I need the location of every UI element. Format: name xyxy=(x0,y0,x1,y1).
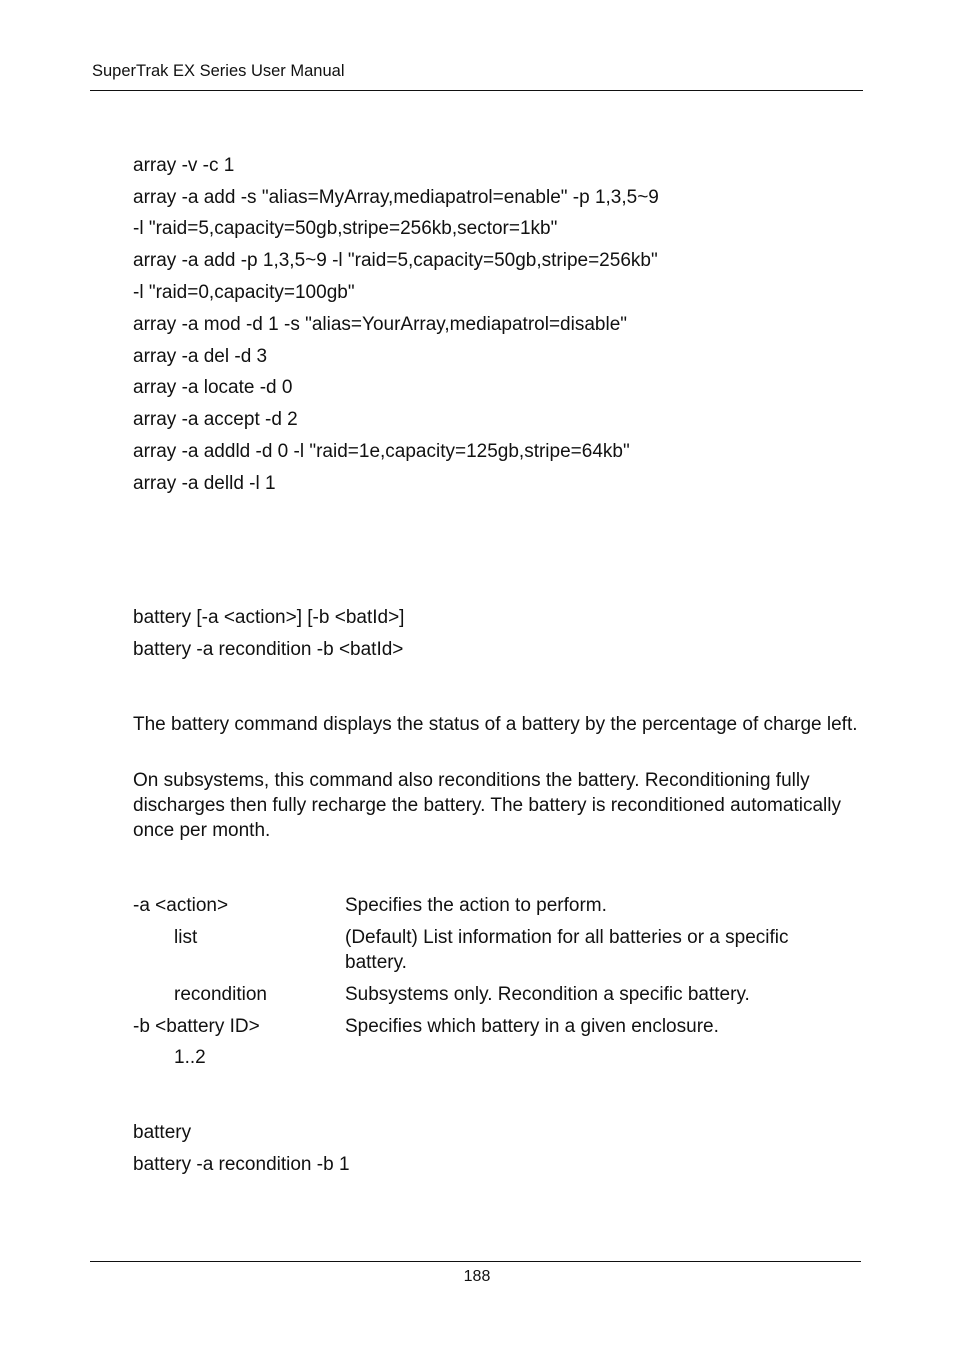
option-value-label: recondition xyxy=(174,984,267,1005)
array-example-line: array -a add -s "alias=MyArray,mediapatrol=enable" -p 1,3,5~9 xyxy=(133,187,659,208)
page-number: 188 xyxy=(463,1268,491,1285)
array-example-line: -l "raid=0,capacity=100gb" xyxy=(133,282,355,303)
running-header: SuperTrak EX Series User Manual xyxy=(92,62,345,80)
option-label: -b <battery ID> xyxy=(133,1016,260,1037)
array-example-line: array -a locate -d 0 xyxy=(133,377,293,398)
option-value-label: 1..2 xyxy=(174,1047,206,1068)
option-label: -a <action> xyxy=(133,895,229,916)
battery-example-line: battery xyxy=(133,1122,192,1143)
option-description: Specifies which battery in a given enclosure. xyxy=(345,1016,719,1037)
option-description: Specifies the action to perform. xyxy=(345,895,607,916)
option-value-label: list xyxy=(174,927,198,948)
array-example-line: -l "raid=5,capacity=50gb,stripe=256kb,sector=1kb" xyxy=(133,218,558,239)
battery-usage-line: battery [-a <action>] [-b <batId>] xyxy=(133,607,405,628)
array-example-line: array -v -c 1 xyxy=(133,155,235,176)
option-description: (Default) List information for all batteries or a specific battery. xyxy=(345,927,789,973)
array-example-line: array -a delld -l 1 xyxy=(133,473,276,494)
summary-paragraph: On subsystems, this command also reconditions the battery. Reconditioning fully discharges then fully recharge the battery. The battery is reconditioned automatically once per month. xyxy=(133,770,841,841)
battery-example-line: battery -a recondition -b 1 xyxy=(133,1154,350,1175)
array-example-line: array -a del -d 3 xyxy=(133,346,268,367)
battery-usage-line: battery -a recondition -b <batId> xyxy=(133,639,404,660)
array-example-line: array -a accept -d 2 xyxy=(133,409,298,430)
option-description: Subsystems only. Recondition a specific battery. xyxy=(345,984,750,1005)
header-divider xyxy=(90,90,863,91)
array-example-line: array -a mod -d 1 -s "alias=YourArray,mediapatrol=disable" xyxy=(133,314,627,335)
array-example-line: array -a addld -d 0 -l "raid=1e,capacity=125gb,stripe=64kb" xyxy=(133,441,630,462)
summary-paragraph: The battery command displays the status of a battery by the percentage of charge left. xyxy=(133,714,858,735)
footer-divider xyxy=(90,1261,861,1262)
array-example-line: array -a add -p 1,3,5~9 -l "raid=5,capacity=50gb,stripe=256kb" xyxy=(133,250,658,271)
